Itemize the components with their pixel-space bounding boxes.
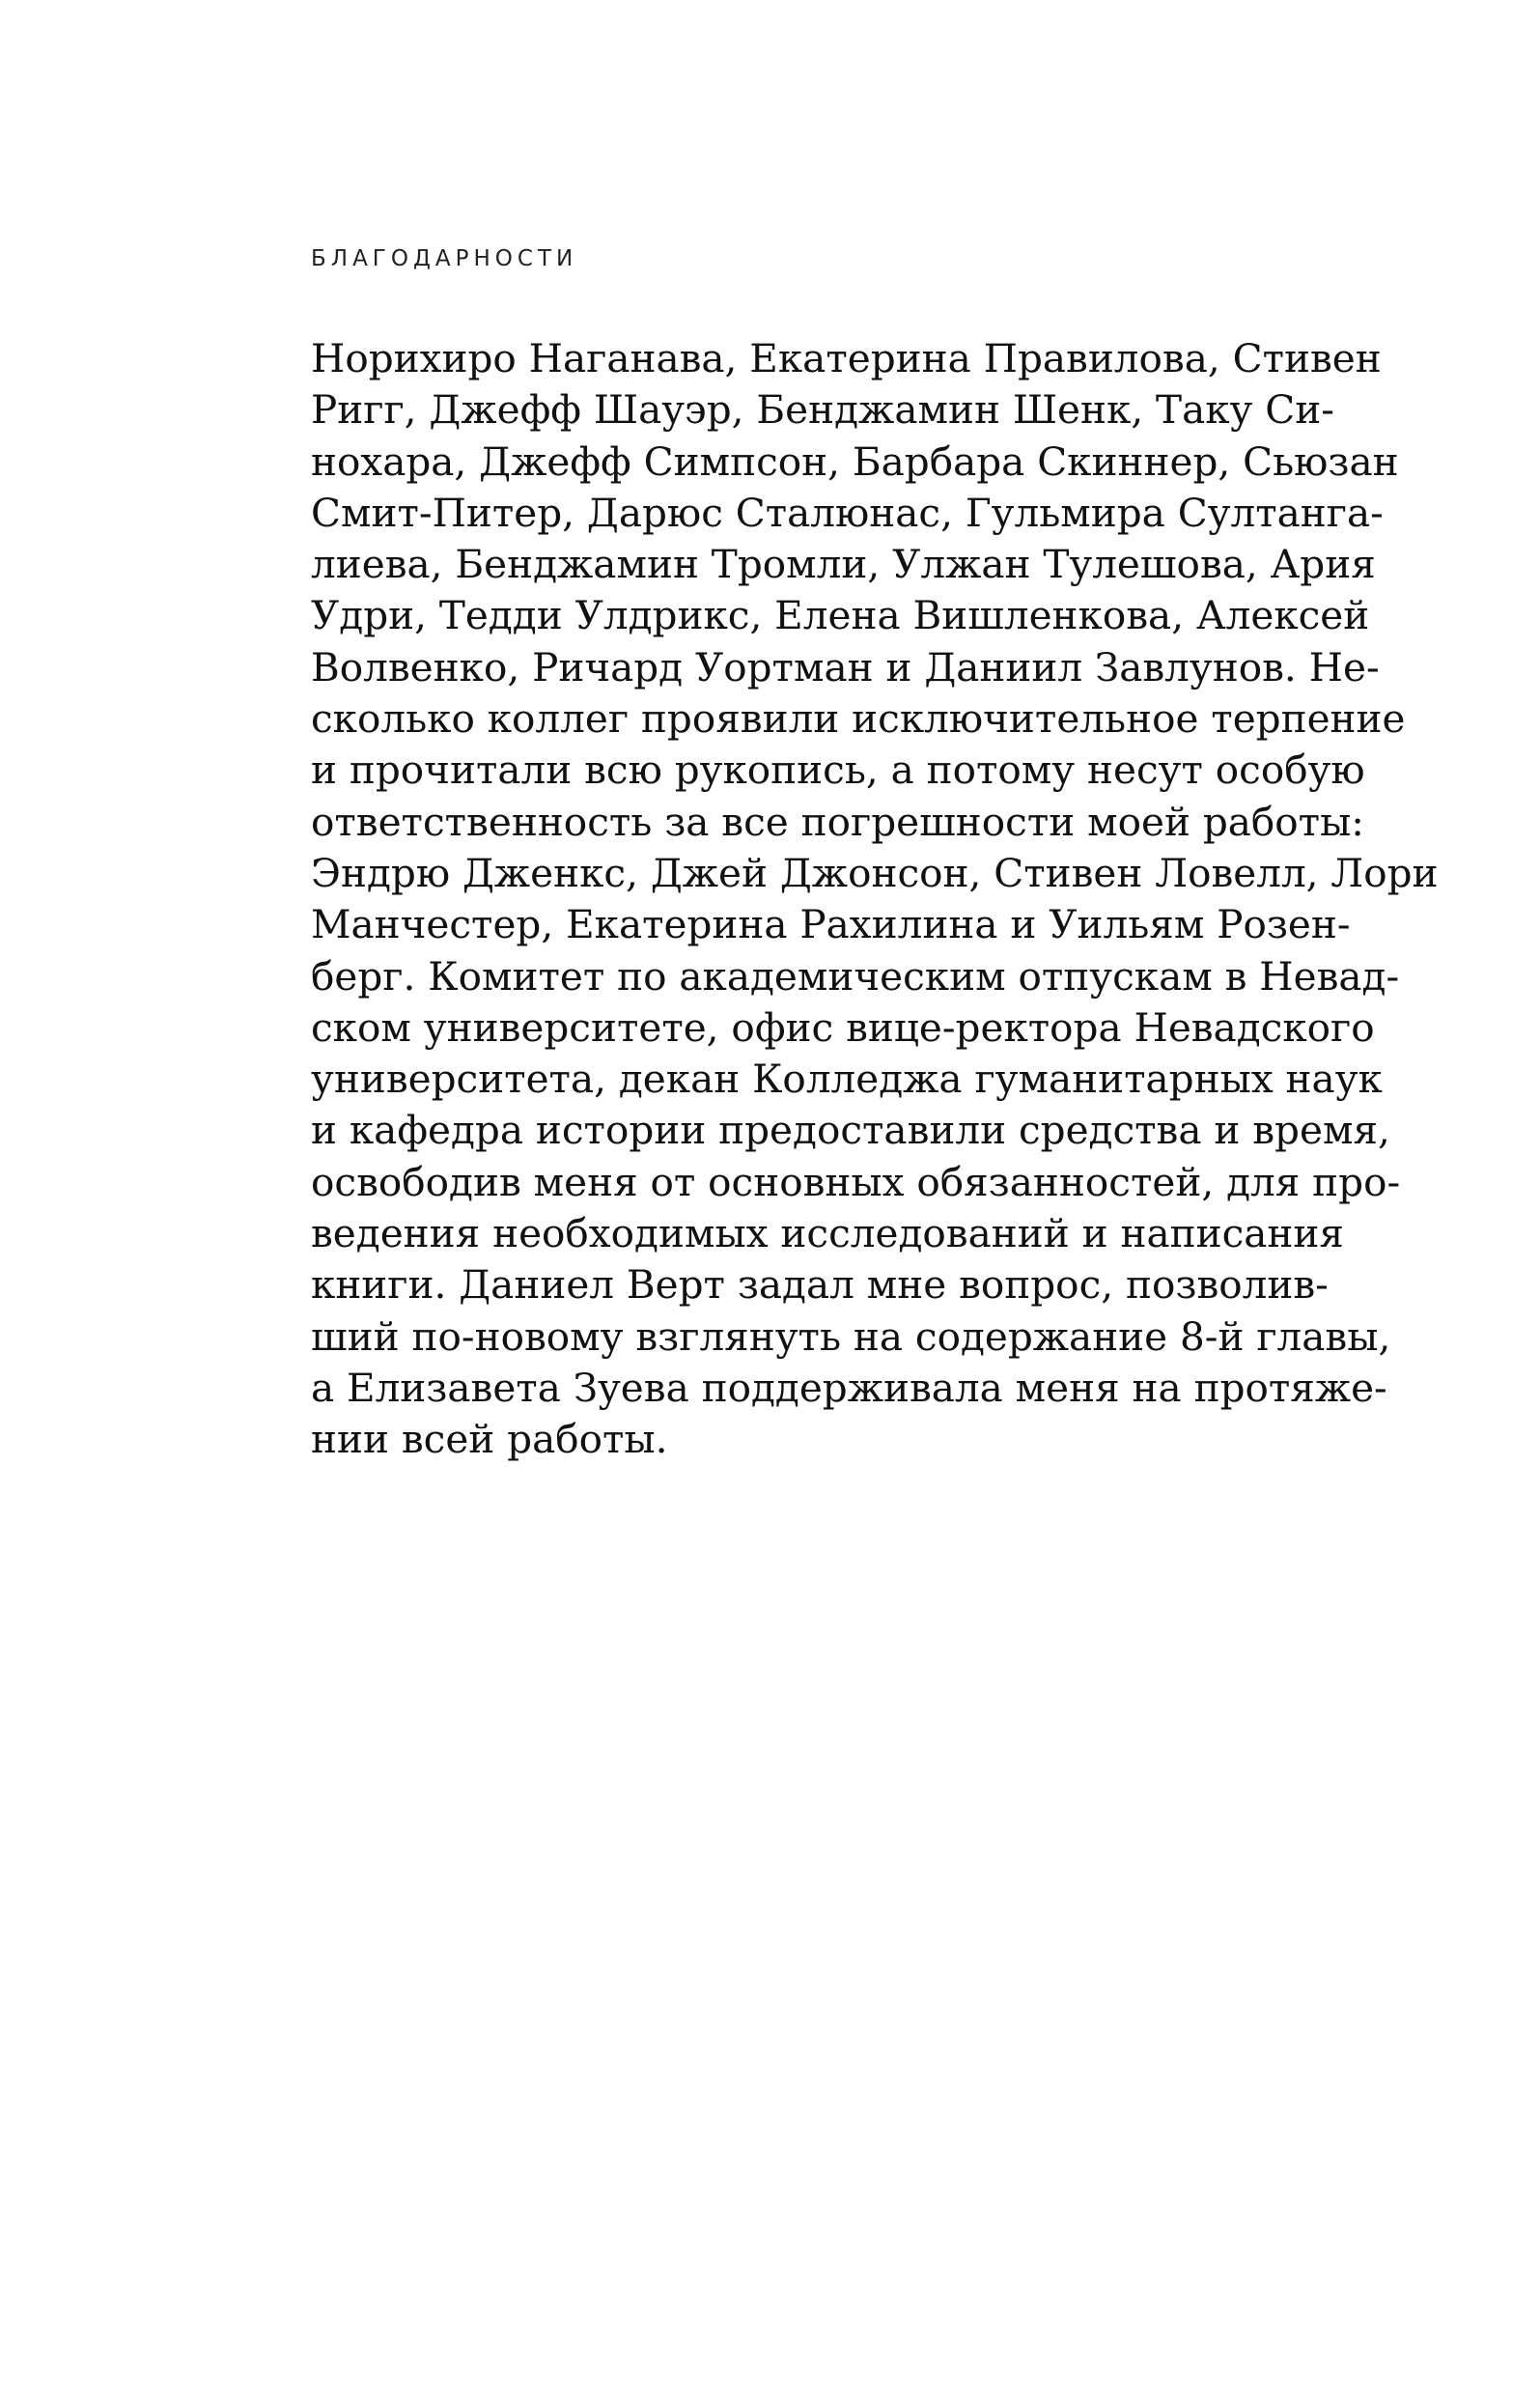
text-line: Ригг, Джефф Шауэр, Бенджамин Шенк, Таку Си- [311, 386, 1334, 434]
text-line: и прочитали всю рукопись, а потому несут особую [311, 747, 1365, 794]
text-line: а Елизавета Зуева поддерживала меня на протяже- [311, 1364, 1387, 1411]
text-line: Норихиро Наганава, Екатерина Правилова, Стивен [311, 335, 1382, 381]
text-line: Эндрю Дженкс, Джей Джонсон, Стивен Ловелл, Лори [311, 849, 1439, 896]
text-line: Волвенко, Ричард Уортман и Даниил Завлунов. Не- [311, 643, 1380, 691]
text-line: университета, декан Колледжа гуманитарных наук [311, 1056, 1383, 1103]
text-line: освободив меня от основных обязанностей, для про- [311, 1158, 1401, 1205]
text-line: нохара, Джефф Симпсон, Барбара Скиннер, Сьюзан [311, 437, 1399, 485]
text-line: ском университете, офис вице-ректора Невадского [311, 1003, 1375, 1051]
text-line: Манчестер, Екатерина Рахилина и Уильям Розен- [311, 901, 1351, 948]
text-line: сколько коллег проявили исключительное терпение [311, 695, 1406, 743]
text-line: нии всей работы. [311, 1416, 668, 1463]
text-line: Удри, Тедди Улдрикс, Елена Вишленкова, Алексей [311, 592, 1370, 639]
text-line: берг. Комитет по академическим отпускам в Невад- [311, 952, 1400, 1000]
acknowledgements-paragraph [311, 333, 1439, 1466]
text-line: лиева, Бенджамин Тромли, Улжан Тулешова, Ария [311, 541, 1376, 588]
text-line: ведения необходимых исследований и написания [311, 1210, 1344, 1257]
text-line: Смит-Питер, Дарюс Сталюнас, Гульмира Султанга- [311, 489, 1384, 536]
text-line: книги. Даниел Верт задал мне вопрос, позволив- [311, 1261, 1329, 1309]
text-line: ответственность за все погрешности моей работы: [311, 798, 1364, 845]
running-head-title: БЛАГОДАРНОСТИ [311, 246, 578, 271]
text-line: и кафедра истории предоставили средства и время, [311, 1107, 1390, 1154]
text-line: ший по-новому взглянуть на содержание 8-й главы, [311, 1312, 1391, 1360]
